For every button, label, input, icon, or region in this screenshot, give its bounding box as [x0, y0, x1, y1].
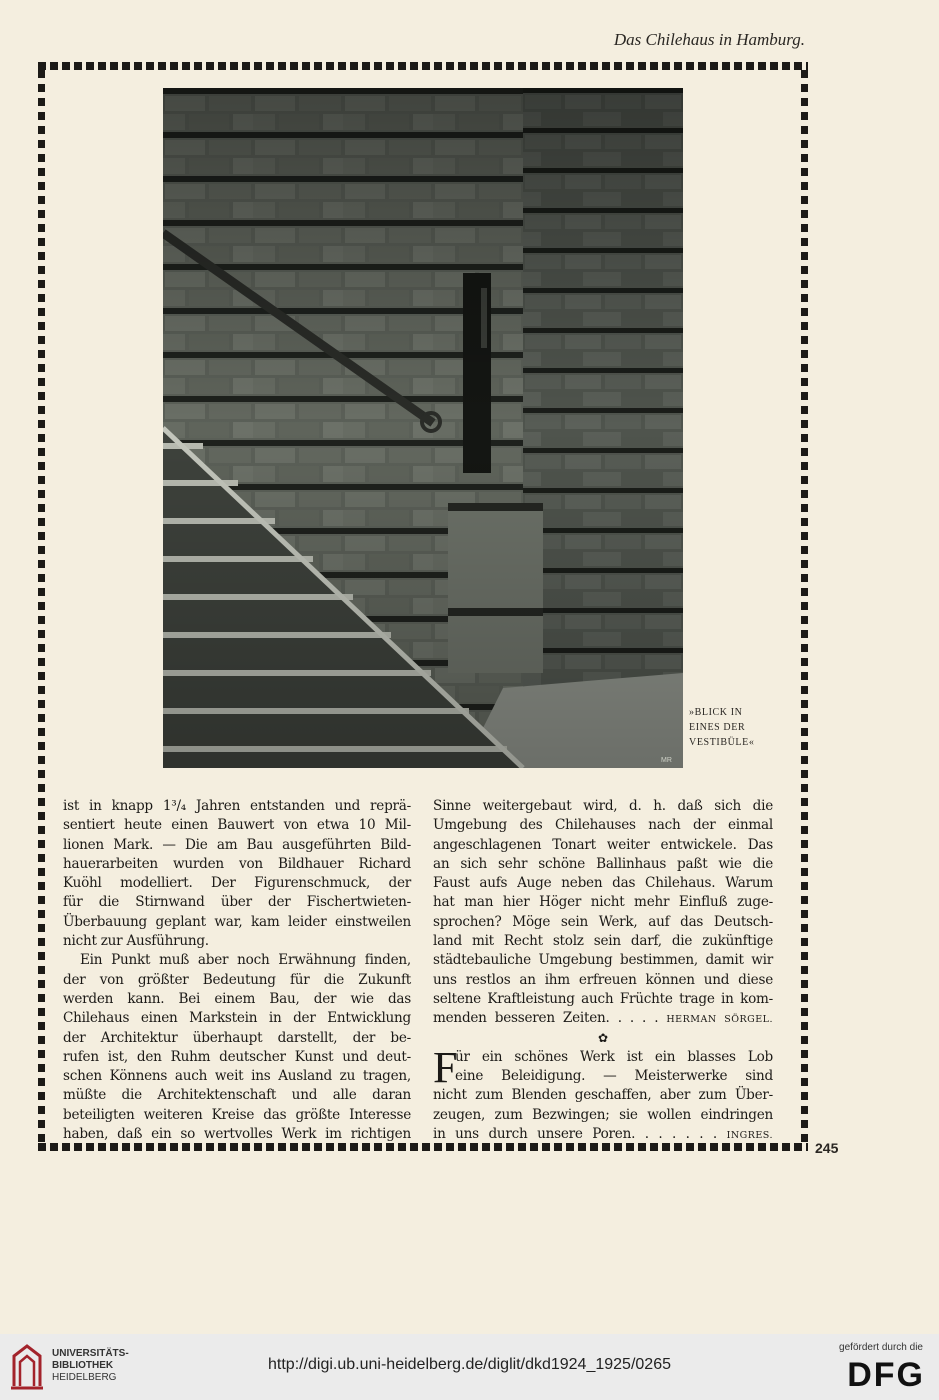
text-line: Überbauung geplant war, kam leider einstweilen: [63, 913, 411, 930]
dfg-logo: DFG: [847, 1356, 925, 1394]
text-line: Kuöhl modelliert. Der Figurenschmuck, der: [63, 875, 411, 892]
viewer-footer: [0, 1334, 939, 1400]
permalink-url[interactable]: http://digi.ub.uni-heidelberg.de/diglit/dkd1924_1925/0265: [268, 1356, 671, 1373]
text-line: Chilehaus einen Markstein in der Entwicklung: [63, 1010, 411, 1027]
text-line: Sinne weitergebaut wird, d. h. daß sich die: [433, 798, 773, 814]
text-line: angeschlagenen Tonart weiter entwickele. Das: [433, 836, 773, 853]
quote-block: [433, 1042, 773, 1144]
text-line: schen Könnens auch weit ins Ausland zu tragen,: [63, 1068, 411, 1085]
text-line: Umgebung des Chilehauses nach der einmal: [433, 817, 773, 834]
text-line: werden kann. Bei einem Bau, der wie das: [63, 990, 411, 1007]
ornament-icon: ✿: [597, 1030, 609, 1045]
text-column-right: [433, 797, 773, 1144]
caption-line: EINES DER: [689, 722, 746, 733]
frame-border-right: [801, 70, 808, 1143]
text-line: hat man hier Höger nicht mehr Einfluß zuge-: [433, 894, 773, 911]
frame-border-left: [38, 70, 45, 1143]
text-line: der Architektur überhaupt darstellt, der be-: [63, 1029, 411, 1046]
text-line: der von größter Bedeutung für die Zukunft: [63, 971, 411, 988]
text-line: seltene Kraftleistung auch Früchte trage in kom-: [433, 990, 773, 1007]
text-line: müßte die Architektenschaft und alle daran: [63, 1087, 411, 1104]
photo-signature: MR: [661, 757, 672, 764]
text-line: lionen Mark. — Die am Bau ausgeführten Bild-: [63, 836, 411, 853]
caption-line: VESTIBÜLE«: [689, 737, 755, 748]
author-signature: INGRES.: [726, 1130, 773, 1142]
text-column-left: [63, 797, 411, 1144]
drop-cap: F: [433, 1042, 458, 1092]
text-line: an sich sehr schöne Ballinhaus paßt wie die: [433, 855, 773, 872]
text-line: für die Stirnwand über der Fischertwieten-: [63, 894, 411, 911]
running-head: Das Chilehaus in Hamburg.: [613, 30, 805, 49]
text-line: rufen ist, den Ruhm deutscher Kunst und deut-: [63, 1048, 411, 1065]
signed-line: menden besseren Zeiten. . . . . HERMAN SÖRGEL.: [433, 1010, 774, 1027]
funded-by-label: gefördert durch die: [839, 1342, 923, 1353]
text-line: land mit Recht stolz sein darf, die zukünftige: [433, 933, 773, 950]
text-line: sentiert heute einen Bauwert von etwa 10 Mil-: [63, 817, 411, 834]
text-line: haben, daß ein so wertvolles Werk im richtigen: [63, 1126, 411, 1143]
text-line: beteiligten weiteren Kreise das größte Interesse: [63, 1106, 411, 1123]
text-line: städtebauliche Umgebung bestimmen, damit wir: [433, 952, 773, 969]
text-line: Ein Punkt muß aber noch Erwähnung finden,: [80, 952, 411, 969]
text-line: Faust aufs Auge neben das Chilehaus. Warum: [433, 875, 773, 892]
text-line: ist in knapp 1³/₄ Jahren entstanden und reprä-: [63, 798, 411, 814]
text-line: ür ein schönes Werk ist ein blasses Lob: [455, 1048, 773, 1065]
text-line: uns restlos an ihm erfreuen können und diese: [433, 971, 773, 988]
author-signature: HERMAN SÖRGEL.: [666, 1014, 774, 1026]
page-number: 245: [815, 1140, 839, 1156]
stairwell-photograph: [163, 88, 683, 768]
caption-line: »BLICK IN: [689, 707, 743, 718]
frame-border-top: [38, 62, 808, 70]
text-line: eine Beleidigung. — Meisterwerke sind: [455, 1068, 773, 1085]
text-line: sprochen? Möge sein Werk, auf das Deutsch-: [433, 913, 773, 930]
text-line: zeugen, zum Bezwingen; sie wollen eindringen: [433, 1106, 773, 1123]
text-line: nicht zur Ausführung.: [63, 933, 209, 950]
text-line: hauerarbeiten wurden von Bildhauer Richard: [63, 855, 411, 872]
signed-line: in uns durch unsere Poren. . . . . . . INGRES.: [433, 1126, 773, 1143]
photo-caption: [689, 705, 769, 750]
library-name: UNIVERSITÄTS- BIBLIOTHEK HEIDELBERG: [52, 1348, 129, 1383]
text-line: nicht zum Blenden geschaffen, aber zum Über-: [433, 1087, 773, 1104]
